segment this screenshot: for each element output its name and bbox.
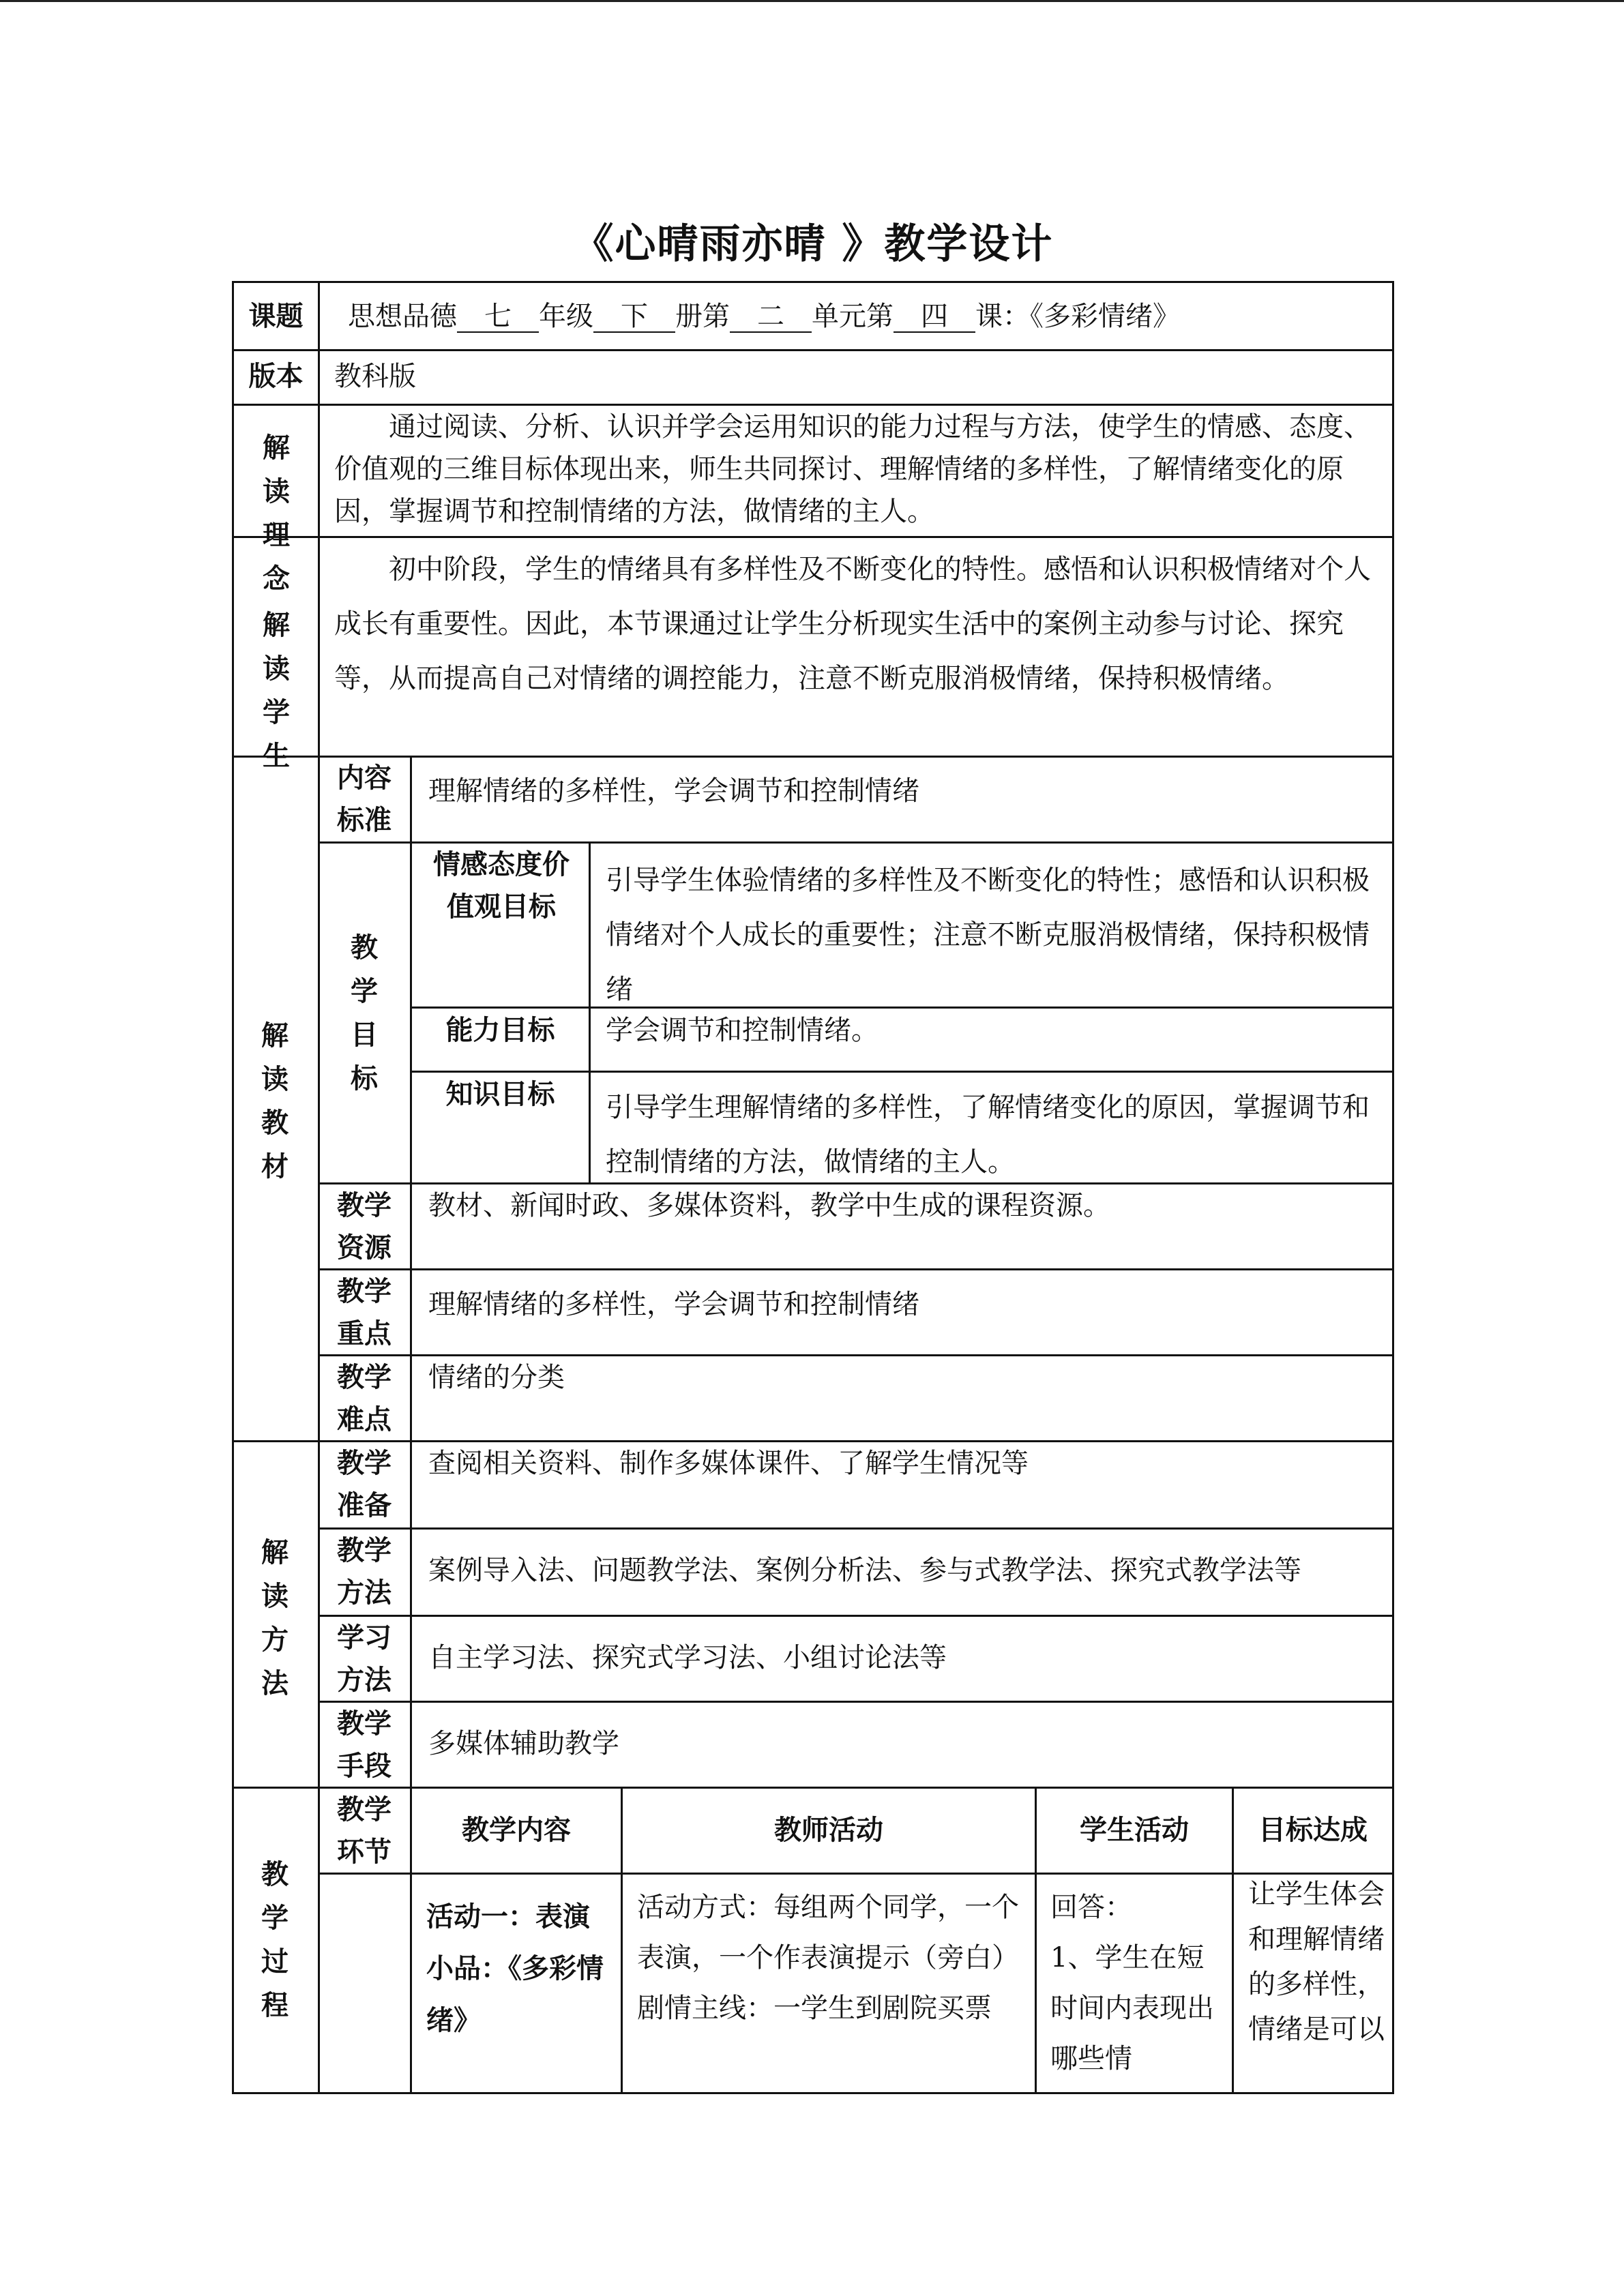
topic-line — [348, 290, 1385, 343]
method-prep-label: 教学准备 — [337, 1448, 392, 1521]
method-teaching-value: 案例导入法、问题教学法、案例分析法、参与式教学法、探究式教学法等 — [428, 1555, 1301, 1586]
row1-goal: 让学生体会和理解情绪的多样性，情绪是可以 — [1248, 1879, 1385, 2045]
method-means-value: 多媒体辅助教学 — [428, 1728, 619, 1759]
row1-student: 回答： 1、学生在短时间内表现出哪些情 — [1050, 1892, 1214, 2074]
concept-text: 通过阅读、分析、认识并学会运用知识的能力过程与方法，使学生的情感、态度、价值观的三维目标体现出来，师生共同探讨、理解情绪的多样性，了解情绪变化的原因，掌握调节和控制情绪的方法，做情绪的主人。 — [334, 411, 1371, 527]
topic-subject: 思想品德 — [348, 301, 457, 332]
topic-unit: 二 — [730, 301, 812, 333]
key-points-label: 教学重点 — [337, 1276, 392, 1350]
method-means-label: 教学手段 — [337, 1708, 392, 1782]
resources-value: 教材、新闻时政、多媒体资料，教学中生成的课程资源。 — [428, 1190, 1110, 1221]
goal-ability-label: 能力目标 — [445, 1015, 555, 1046]
col-content: 教学内容 — [462, 1815, 571, 1846]
col-stage: 教学环节 — [337, 1794, 392, 1868]
row1-teacher: 活动方式：每组两个同学，一个表演，一个作表演提示（旁白） 剧情主线：一学生到剧院买票 — [637, 1892, 1019, 2024]
goal-knowledge-label: 知识目标 — [445, 1079, 555, 1110]
process-label: 教学过程 — [261, 1859, 289, 2021]
textbook-label: 解读教材 — [261, 1020, 289, 1182]
goal-affective-label: 情感态度价值观目标 — [433, 849, 570, 923]
resources-label: 教学资源 — [337, 1190, 392, 1264]
topic-lesson: 四 — [894, 301, 975, 333]
col-goal: 目标达成 — [1258, 1815, 1368, 1846]
topic-volume: 下 — [593, 301, 675, 333]
topic-volume-word: 册第 — [675, 301, 730, 332]
row1-content: 活动一：表演小品：《多彩情绪》 — [426, 1901, 604, 2036]
method-learning-value: 自主学习法、探究式学习法、小组讨论法等 — [428, 1642, 947, 1673]
goal-ability-value: 学会调节和控制情绪。 — [606, 1015, 879, 1046]
content-standard-label: 内容标准 — [337, 762, 392, 836]
goal-affective-value: 引导学生体验情绪的多样性及不断变化的特性；感悟和认识积极情绪对个人成长的重要性；注意不断克服消极情绪，保持积极情绪 — [606, 865, 1370, 1005]
students-label: 解读学生 — [263, 610, 290, 772]
topic-grade: 七 — [457, 301, 539, 333]
edition-label: 版本 — [248, 361, 304, 392]
page-title: 《心晴雨亦晴 》教学设计 — [572, 220, 1054, 268]
concept-label: 解读理念 — [263, 432, 290, 595]
topic-unit-word: 单元第 — [812, 301, 894, 332]
methods-label: 解读方法 — [261, 1537, 289, 1699]
edition-value: 教科版 — [334, 361, 416, 392]
method-learning-label: 学习方法 — [337, 1622, 392, 1696]
method-prep-value: 查阅相关资料、制作多媒体课件、了解学生情况等 — [428, 1448, 1029, 1479]
students-text: 初中阶段，学生的情绪具有多样性及不断变化的特性。感悟和认识积极情绪对个人成长有重要性。因此，本节课通过让学生分析现实生活中的案例主动参与讨论、探究等，从而提高自己对情绪的调控能力，注意不断克服消极情绪，保持积极情绪。 — [334, 554, 1371, 694]
col-teacher: 教师活动 — [774, 1815, 883, 1846]
goal-knowledge-value: 引导学生理解情绪的多样性，了解情绪变化的原因，掌握调节和控制情绪的方法，做情绪的主人。 — [606, 1092, 1370, 1178]
topic-grade-word: 年级 — [539, 301, 593, 332]
top-border — [0, 0, 1624, 2]
method-teaching-label: 教学方法 — [337, 1535, 392, 1609]
topic-label: 课题 — [248, 301, 304, 332]
difficulties-value: 情绪的分类 — [428, 1362, 565, 1393]
goals-label: 教学目标 — [351, 932, 378, 1094]
key-points-value: 理解情绪的多样性，学会调节和控制情绪 — [428, 1289, 919, 1320]
difficulties-label: 教学难点 — [337, 1362, 392, 1435]
content-standard-value: 理解情绪的多样性，学会调节和控制情绪 — [428, 775, 919, 807]
col-student: 学生活动 — [1080, 1815, 1189, 1846]
topic-lesson-title: 《多彩情绪》 — [1030, 301, 1180, 332]
topic-lesson-word: 课： — [975, 301, 1030, 332]
